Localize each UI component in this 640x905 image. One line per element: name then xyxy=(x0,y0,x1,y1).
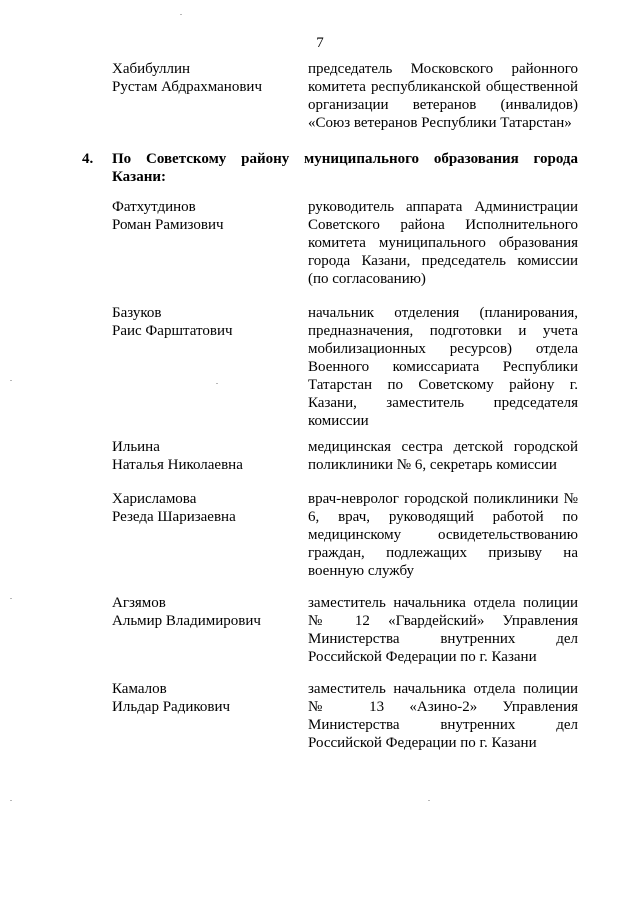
scan-speck xyxy=(180,14,182,15)
member-position: руководитель аппарата Администрации Советского района Исполнительного комитета муниципального образования города Казани, председатель комиссии (по согласованию) xyxy=(308,199,578,287)
member-surname: Хабибуллин xyxy=(112,61,191,77)
member-given-names: Роман Рамизович xyxy=(112,217,224,233)
member-surname: Ильина xyxy=(112,439,160,455)
member-given-names: Раис Фарштатович xyxy=(112,323,233,339)
member-name xyxy=(112,304,292,340)
member-given-names: Альмир Владимирович xyxy=(112,613,261,629)
member-name xyxy=(112,594,292,630)
member-surname: Базуков xyxy=(112,305,162,321)
member-surname: Агзямов xyxy=(112,595,166,611)
member-position: председатель Московского районного комитета республиканской общественной организации ветеранов (инвалидов) «Союз ветеранов Республики Татарстан» xyxy=(308,61,578,131)
member-name xyxy=(112,490,292,526)
member-name xyxy=(112,60,292,96)
member-given-names: Рустам Абдрахманович xyxy=(112,79,262,95)
member-given-names: Резеда Шаризаевна xyxy=(112,509,236,525)
member-position: медицинская сестра детской городской поликлиники № 6, секретарь комиссии xyxy=(308,439,578,473)
section-title: По Советскому району муниципального образования города Казани: xyxy=(112,151,578,185)
member-position: заместитель начальника отдела полиции № 13 «Азино-2» Управления Министерства внутренних дел Российской Федерации по г. Казани xyxy=(308,681,578,751)
section-number: 4. xyxy=(82,151,94,167)
scan-speck xyxy=(428,800,430,801)
member-surname: Камалов xyxy=(112,681,167,697)
member-name xyxy=(112,438,292,474)
scan-speck xyxy=(10,380,12,381)
member-given-names: Ильдар Радикович xyxy=(112,699,231,715)
member-name xyxy=(112,198,292,234)
scan-speck xyxy=(216,383,218,384)
member-position: врач-невролог городской поликлиники № 6, врач, руководящий работой по медицинскому освидетельствованию граждан, подлежащих призыву на военную службу xyxy=(308,491,578,579)
member-given-names: Наталья Николаевна xyxy=(112,457,243,473)
member-surname: Харисламова xyxy=(112,491,197,507)
page-number: 7 xyxy=(316,35,324,51)
member-position: заместитель начальника отдела полиции № 12 «Гвардейский» Управления Министерства внутренних дел Российской Федерации по г. Казани xyxy=(308,595,578,665)
member-position: начальник отделения (планирования, предназначения, подготовки и учета мобилизационных ресурсов) отдела Военного комиссариата Республики Татарстан по Советскому району г. Казани, заместитель председателя комиссии xyxy=(308,305,578,429)
member-surname: Фатхутдинов xyxy=(112,199,196,215)
member-name xyxy=(112,680,292,716)
scan-speck xyxy=(10,800,12,801)
scan-speck xyxy=(10,598,12,599)
